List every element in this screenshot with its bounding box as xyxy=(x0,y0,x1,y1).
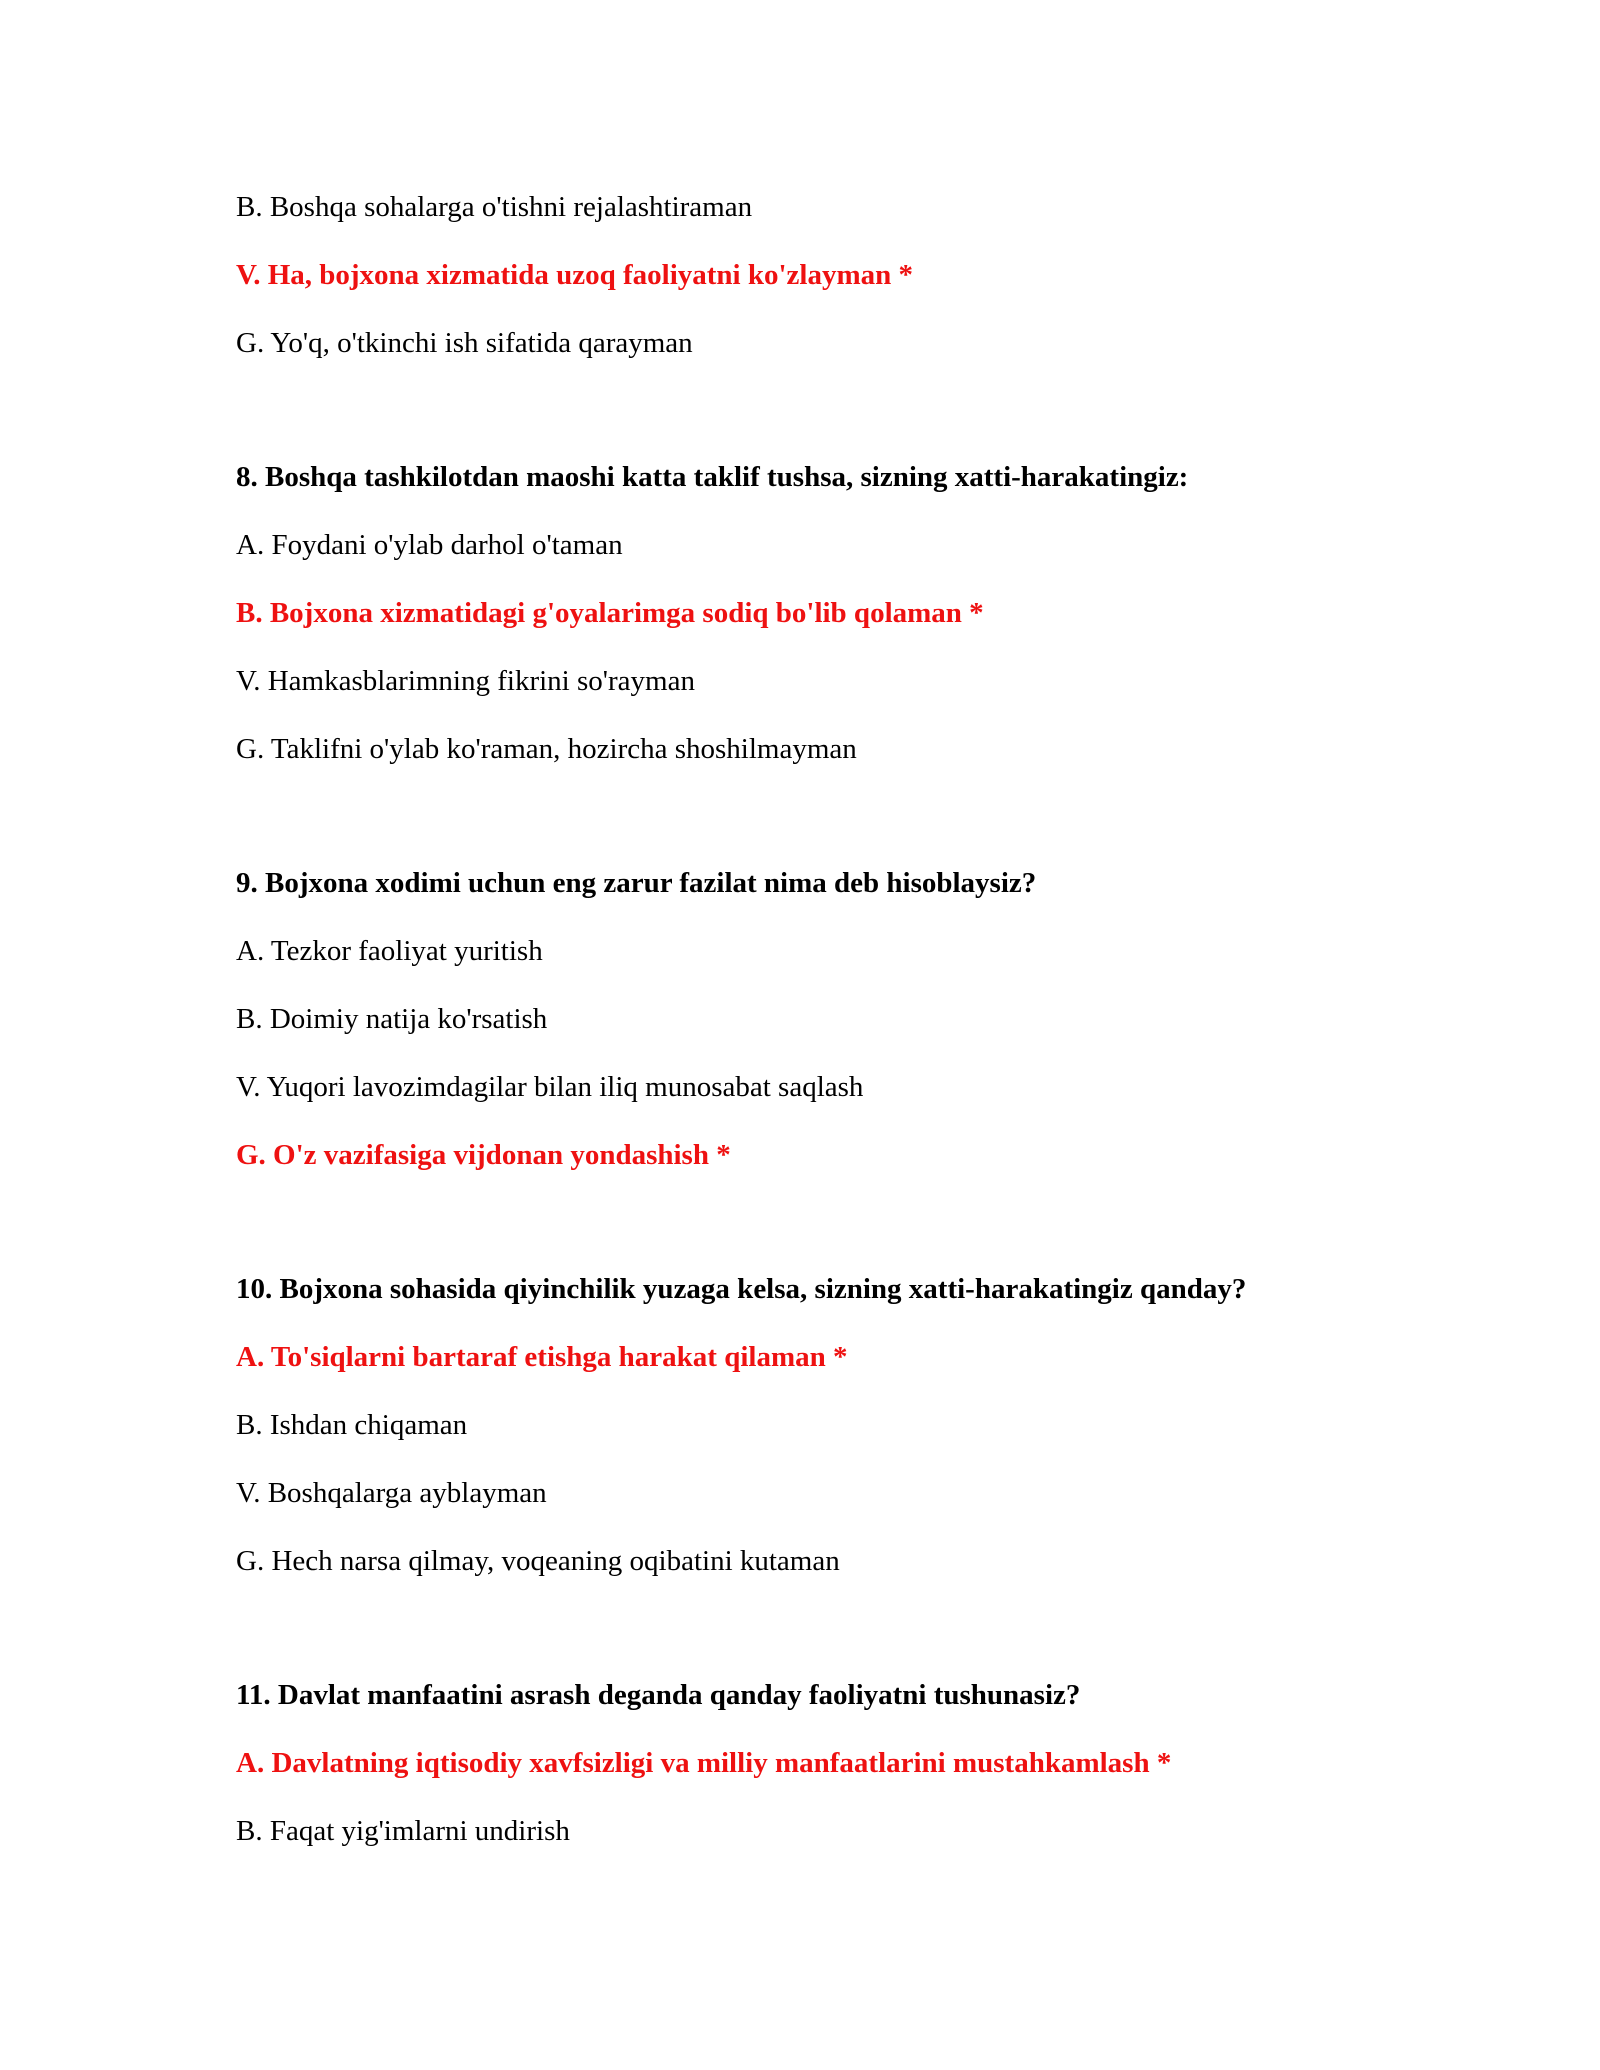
question-8-option-g: G. Taklifni o'ylab ko'raman, hozircha shoshilmayman xyxy=(236,733,857,765)
question-11-option-b: B. Faqat yig'imlarni undirish xyxy=(236,1815,570,1847)
question-10-option-b: B. Ishdan chiqaman xyxy=(236,1409,468,1441)
question-9-option-g-correct: G. O'z vazifasiga vijdonan yondashish * xyxy=(236,1139,731,1171)
question-11-title: 11. Davlat manfaatini asrash deganda qanday faoliyatni tushunasiz? xyxy=(236,1679,1081,1711)
question-11-option-a-correct: A. Davlatning iqtisodiy xavfsizligi va milliy manfaatlarini mustahkamlash * xyxy=(236,1747,1172,1779)
prev-option-b: B. Boshqa sohalarga o'tishni rejalashtiraman xyxy=(236,191,753,223)
prev-option-g: G. Yo'q, o'tkinchi ish sifatida qarayman xyxy=(236,327,693,359)
question-10-option-g: G. Hech narsa qilmay, voqeaning oqibatini kutaman xyxy=(236,1545,840,1577)
question-10-option-v: V. Boshqalarga ayblayman xyxy=(236,1477,547,1509)
question-9-option-b: B. Doimiy natija ko'rsatish xyxy=(236,1003,548,1035)
question-9-option-v: V. Yuqori lavozimdagilar bilan iliq munosabat saqlash xyxy=(236,1071,864,1103)
question-10-title: 10. Bojxona sohasida qiyinchilik yuzaga kelsa, sizning xatti-harakatingiz qanday? xyxy=(236,1273,1247,1305)
question-10-option-a-correct: A. To'siqlarni bartaraf etishga harakat qilaman * xyxy=(236,1341,848,1373)
question-8-option-b-correct: B. Bojxona xizmatidagi g'oyalarimga sodiq bo'lib qolaman * xyxy=(236,597,984,629)
prev-option-v-correct: V. Ha, bojxona xizmatida uzoq faoliyatni ko'zlayman * xyxy=(236,259,913,291)
question-8-option-v: V. Hamkasblarimning fikrini so'rayman xyxy=(236,665,695,697)
question-8-option-a: A. Foydani o'ylab darhol o'taman xyxy=(236,529,623,561)
question-9-title: 9. Bojxona xodimi uchun eng zarur fazilat nima deb hisoblaysiz? xyxy=(236,867,1037,899)
question-8-title: 8. Boshqa tashkilotdan maoshi katta taklif tushsa, sizning xatti-harakatingiz: xyxy=(236,461,1189,493)
question-9-option-a: A. Tezkor faoliyat yuritish xyxy=(236,935,543,967)
